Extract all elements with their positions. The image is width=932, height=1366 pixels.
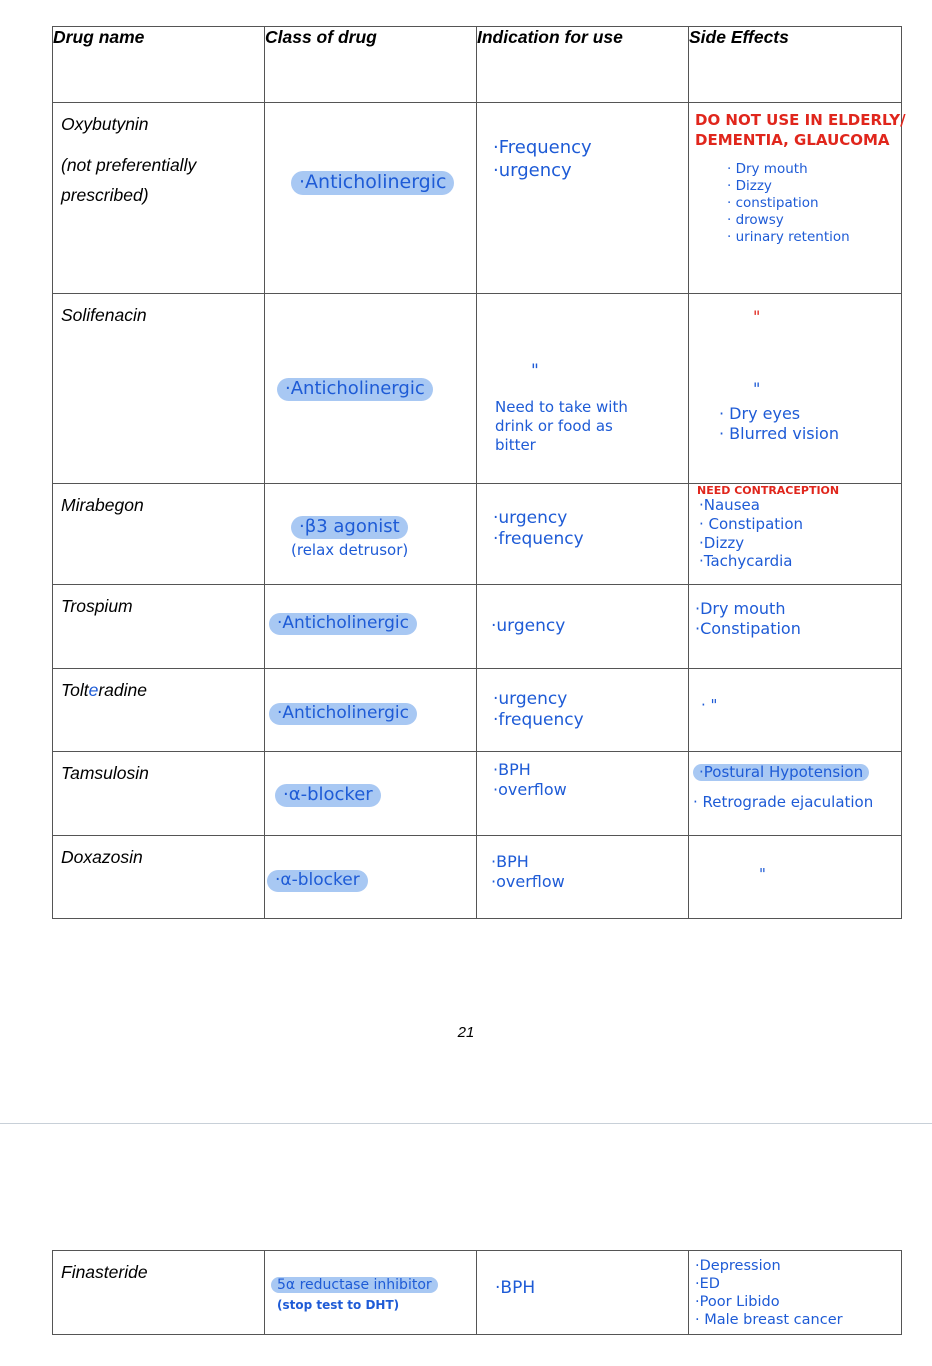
indication-cell — [477, 836, 689, 919]
indication-item: ·urgency — [491, 616, 566, 636]
drug-name: Oxybutynin — [61, 114, 149, 134]
drug-cell — [53, 669, 265, 752]
side-effect-item: · Blurred vision — [719, 424, 839, 443]
table-row — [53, 752, 902, 836]
indication-cell — [477, 1251, 689, 1335]
indication-item: ·overflow — [491, 872, 565, 891]
indication-item: ·overflow — [493, 780, 567, 799]
class-cell — [265, 585, 477, 669]
side-effects-cell — [689, 836, 902, 919]
indication-cell — [477, 484, 689, 585]
side-effect-item: ·Constipation — [695, 619, 801, 638]
drug-name: Solifenacin — [61, 305, 147, 325]
side-effect-item: · Dry eyes — [719, 404, 801, 423]
side-effect-item: · Male breast cancer — [695, 1312, 843, 1329]
side-effect-item: ·Depression — [695, 1258, 781, 1274]
drug-name: Finasteride — [61, 1262, 148, 1282]
side-effects-cell — [689, 294, 902, 484]
class-text: ·Anticholinergic — [269, 613, 417, 635]
side-effects-cell — [689, 669, 902, 752]
indication-item: ·BPH — [493, 760, 531, 779]
drug-cell — [53, 585, 265, 669]
drug-name: Doxazosin — [61, 847, 143, 867]
drug-table-continued — [52, 1250, 902, 1335]
side-effect-item: · Retrograde ejaculation — [693, 793, 874, 811]
side-effects-cell — [689, 585, 902, 669]
indication-cell — [477, 669, 689, 752]
drug-cell — [53, 752, 265, 836]
drug-cell — [53, 1251, 265, 1335]
class-text: ·β3 agonist — [291, 516, 408, 539]
table-row — [53, 585, 902, 669]
class-text: ·Anticholinergic — [277, 378, 433, 401]
header-side-effects: Side Effects — [689, 27, 902, 103]
ditto-mark: " — [531, 361, 539, 381]
side-effects-cell — [689, 1251, 902, 1335]
drug-cell — [53, 484, 265, 585]
indication-item: ·frequency — [493, 710, 584, 731]
side-effect-highlight: ·Postural Hypotension — [693, 764, 869, 781]
class-cell — [265, 294, 477, 484]
header-class: Class of drug — [265, 27, 477, 103]
side-effect-item: ·Nausea — [699, 496, 760, 514]
drug-cell — [53, 836, 265, 919]
class-note: (stop test to DHT) — [277, 1298, 400, 1312]
warning-text: NEED CONTRACEPTION — [697, 484, 840, 497]
ditto-mark: " — [759, 865, 766, 883]
table-row — [53, 836, 902, 919]
indication-item: ·BPH — [491, 852, 529, 871]
header-drug-name: Drug name — [53, 27, 265, 103]
indication-cell — [477, 294, 689, 484]
side-effects-cell — [689, 484, 902, 585]
page-number: 21 — [457, 1024, 475, 1041]
indication-item: ·urgency — [493, 159, 572, 181]
indication-item: ·frequency — [493, 529, 584, 550]
side-effect-item: ·Dizzy — [699, 533, 745, 552]
side-effect-item: · Constipation — [699, 514, 804, 533]
indication-cell — [477, 752, 689, 836]
side-effect-item: ·Poor Libido — [695, 1294, 780, 1311]
drug-name: Tamsulosin — [61, 763, 149, 783]
ditto-mark: " — [753, 379, 761, 398]
table-row — [53, 484, 902, 585]
class-cell — [265, 752, 477, 836]
class-text: ·α-blocker — [267, 870, 368, 892]
indication-item: drink or food as — [495, 416, 613, 435]
drug-table — [52, 26, 906, 919]
class-note: (relax detrusor) — [291, 541, 409, 559]
side-effect-item: · urinary retention — [727, 228, 850, 245]
indication-cell — [477, 585, 689, 669]
page-divider — [0, 1123, 932, 1124]
side-effects-cell — [689, 103, 906, 294]
class-text: 5α reductase inhibitor — [271, 1277, 438, 1293]
drug-name: Mirabegon — [61, 495, 144, 515]
warning-text: DO NOT USE IN ELDERLY/ — [695, 111, 906, 129]
side-effect-item: · Dizzy — [727, 177, 772, 194]
side-effect-item: ·Dry mouth — [695, 599, 786, 618]
side-effect-item: · Dry mouth — [727, 161, 808, 177]
class-cell — [265, 669, 477, 752]
class-text: ·α-blocker — [275, 784, 381, 807]
side-effects-cell — [689, 752, 902, 836]
header-indication: Indication for use — [477, 27, 689, 103]
indication-item: ·urgency — [493, 689, 568, 709]
indication-item: ·Frequency — [493, 137, 592, 158]
drug-cell — [53, 103, 265, 294]
table-row — [53, 294, 902, 484]
side-effect-item: · drowsy — [727, 211, 784, 228]
side-effect-item: · constipation — [727, 194, 819, 211]
table-row — [53, 669, 902, 752]
ink-dot: e — [88, 680, 99, 700]
ditto-mark: " — [753, 307, 761, 326]
indication-item: ·BPH — [495, 1278, 536, 1298]
side-effect-item: ·Tachycardia — [699, 552, 793, 571]
indication-item: Need to take with — [495, 398, 628, 416]
header-row — [53, 27, 902, 103]
class-cell — [265, 103, 477, 294]
ditto-mark: · " — [701, 696, 718, 714]
table-row — [53, 1251, 902, 1335]
drug-name: Trospium — [61, 596, 133, 616]
drug-name: Tolteradine — [61, 680, 147, 700]
indication-item: ·urgency — [493, 508, 568, 528]
class-cell — [265, 484, 477, 585]
class-text: ·Anticholinergic — [269, 703, 417, 725]
indication-cell — [477, 103, 689, 294]
drug-cell — [53, 294, 265, 484]
class-cell — [265, 1251, 477, 1335]
indication-item: bitter — [495, 435, 536, 454]
side-effect-item: ·ED — [695, 1276, 720, 1293]
table-row — [53, 103, 902, 294]
class-cell — [265, 836, 477, 919]
warning-text: DEMENTIA, GLAUCOMA — [695, 130, 890, 149]
drug-note: (not preferentially prescribed) — [61, 154, 197, 206]
class-text: ·Anticholinergic — [291, 171, 454, 195]
